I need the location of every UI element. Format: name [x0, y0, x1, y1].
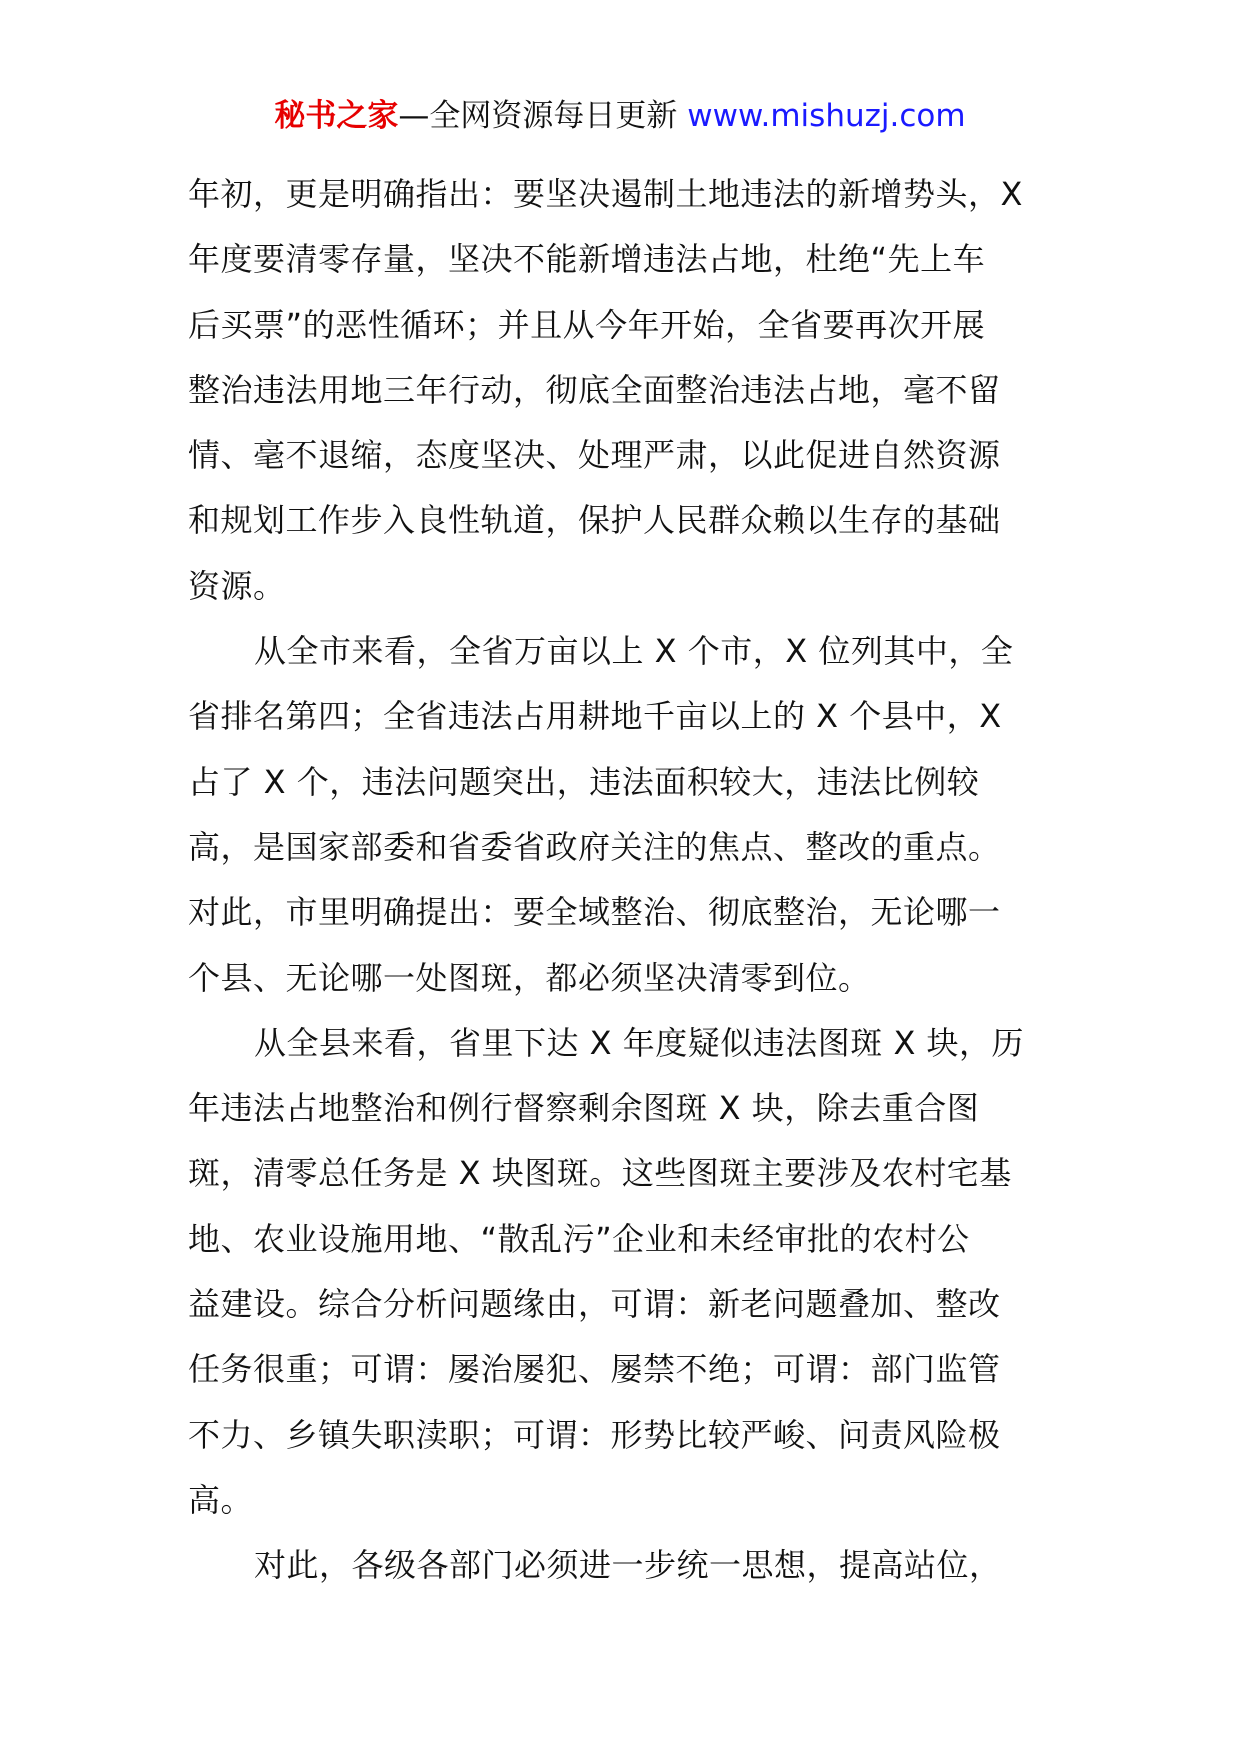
text-line: 任务很重；可谓：屡治屡犯、屡禁不绝；可谓：部门监管 [188, 1350, 1001, 1389]
text-line: 益建设。综合分析问题缘由，可谓：新老问题叠加、整改 [188, 1285, 1001, 1324]
text-line: 年初，更是明确指出：要坚决遏制土地违法的新增势头，X [188, 175, 1023, 213]
header-tagline: —全网资源每日更新 [398, 98, 688, 134]
text-line: 从全市来看，全省万亩以上 X 个市，X 位列其中，全 [254, 632, 1014, 671]
page-header [0, 96, 1240, 136]
text-line: 占了 X 个，违法问题突出，违法面积较大，违法比例较 [188, 762, 980, 801]
site-url-link[interactable]: www.mishuzj.com [687, 98, 966, 134]
text-line: 省排名第四；全省违法占用耕地千亩以上的 X 个县中，X [188, 697, 1002, 736]
text-line: 高。 [188, 1480, 254, 1519]
text-line: 斑，清零总任务是 X 块图斑。这些图斑主要涉及农村宅基 [188, 1154, 1012, 1193]
text-line: 资源。 [188, 566, 286, 605]
text-line: 对此，各级各部门必须进一步统一思想，提高站位， [254, 1546, 1002, 1585]
text-line: 情、毫不退缩，态度坚决、处理严肃，以此促进自然资源 [188, 436, 1001, 475]
site-name: 秘书之家 [274, 98, 399, 134]
text-line: 地、农业设施用地、“散乱污”企业和未经审批的农村公 [188, 1219, 970, 1258]
text-line: 不力、乡镇失职渎职；可谓：形势比较严峻、问责风险极 [188, 1415, 1001, 1454]
text-line: 年违法占地整治和例行督察剩余图斑 X 块，除去重合图 [188, 1089, 980, 1128]
text-line: 从全县来看，省里下达 X 年度疑似违法图斑 X 块，历 [254, 1023, 1025, 1062]
text-line: 个县、无论哪一处图斑，都必须坚决清零到位。 [188, 958, 871, 997]
document-body [188, 162, 1058, 1599]
text-line: 高，是国家部委和省委省政府关注的焦点、整改的重点。 [188, 827, 1001, 866]
text-line: 和规划工作步入良性轨道，保护人民群众赖以生存的基础 [188, 501, 1001, 540]
text-line: 对此，市里明确提出：要全域整治、彻底整治，无论哪一 [188, 893, 1001, 932]
text-line: 整治违法用地三年行动，彻底全面整治违法占地，毫不留 [188, 370, 1001, 409]
text-line: 年度要清零存量，坚决不能新增违法占地，杜绝“先上车 [188, 240, 986, 279]
text-line: 后买票”的恶性循环；并且从今年开始，全省要再次开展 [188, 305, 986, 344]
